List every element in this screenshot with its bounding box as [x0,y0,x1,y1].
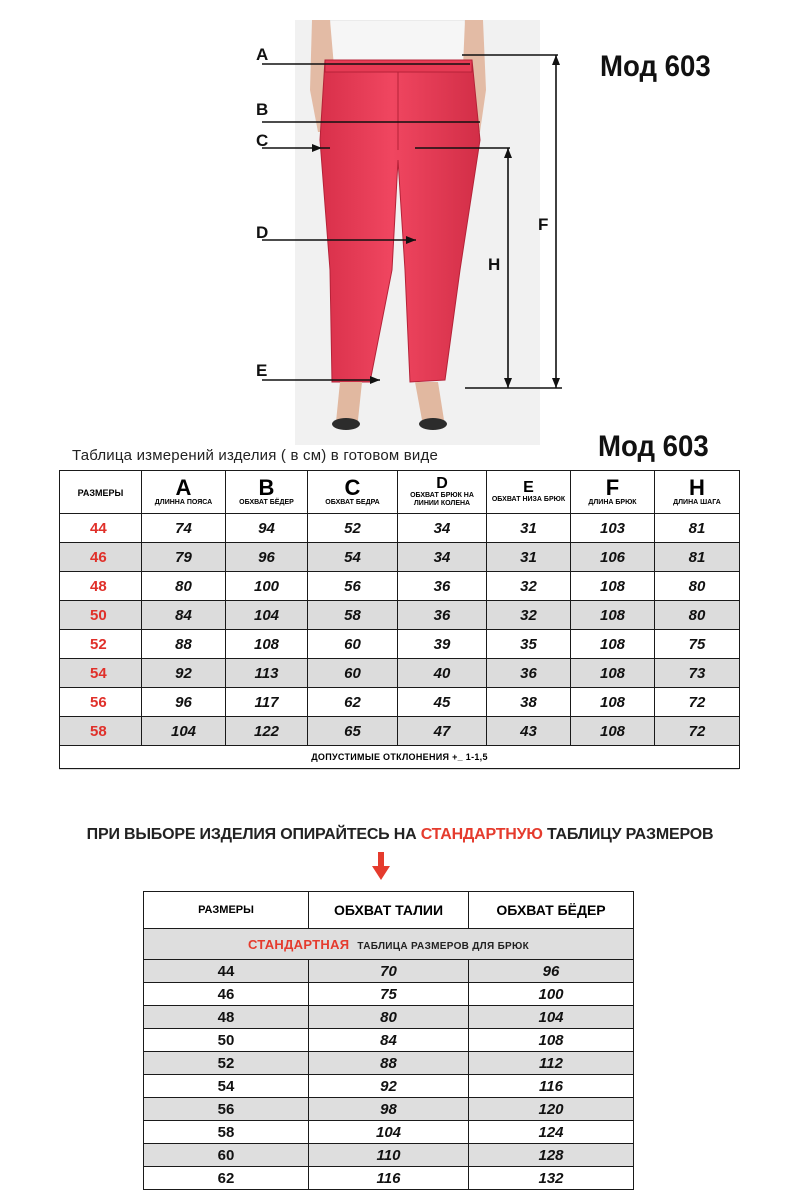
measurement-header-row [60,471,740,514]
left-sandal [332,418,360,430]
measurement-table-container [59,470,739,770]
standard-row [144,1167,634,1190]
standard-hips-cell: 112 [469,1052,634,1075]
standard-hips-cell: 128 [469,1144,634,1167]
measurement-cell: 58 [308,601,398,630]
size-cell: 58 [60,717,142,746]
standard-hips-cell: 116 [469,1075,634,1098]
tolerance-note: ДОПУСТИМЫЕ ОТКЛОНЕНИЯ +_ 1-1,5 [60,746,740,769]
measurement-cell: 80 [142,572,226,601]
col-header-f: F ДЛИНА БРЮК [571,471,655,514]
standard-header-hips: ОБХВАТ БЁДЕР [469,892,634,929]
measurement-cell: 108 [571,601,655,630]
measurement-cell: 47 [398,717,487,746]
measurement-row [60,572,740,601]
standard-size-cell: 62 [144,1167,309,1190]
measurement-cell: 122 [226,717,308,746]
standard-row [144,1121,634,1144]
size-cell: 54 [60,659,142,688]
measurement-cell: 54 [308,543,398,572]
measurement-cell: 108 [571,630,655,659]
measurement-cell: 36 [398,572,487,601]
standard-title-red: СТАНДАРТНАЯ [247,936,350,952]
measurement-cell: 32 [487,572,571,601]
measurement-cell: 40 [398,659,487,688]
measurement-row [60,717,740,746]
standard-row [144,1098,634,1121]
standard-hips-cell: 124 [469,1121,634,1144]
measurement-cell: 73 [655,659,740,688]
standard-waist-cell: 80 [309,1006,469,1029]
measurement-cell: 96 [226,543,308,572]
measurement-cell: 36 [398,601,487,630]
measurement-cell: 92 [142,659,226,688]
measurement-table-caption: Таблица измерений изделия ( в см) в готовом виде [72,447,439,464]
measurement-cell: 38 [487,688,571,717]
label-e: E [256,361,268,380]
standard-header-row [144,892,634,929]
col-header-a: A ДЛИННА ПОЯСА [142,471,226,514]
label-h: H [488,255,501,274]
measurement-cell: 34 [398,514,487,543]
measurement-row [60,688,740,717]
col-header-e: E ОБХВАТ НИЗА БРЮК [487,471,571,514]
standard-waist-cell: 84 [309,1029,469,1052]
standard-waist-cell: 104 [309,1121,469,1144]
measurement-row [60,601,740,630]
measurement-cell: 65 [308,717,398,746]
label-d: D [256,223,269,242]
measurement-cell: 81 [655,514,740,543]
standard-size-table [143,891,634,1190]
measurement-table [59,470,740,769]
standard-waist-cell: 75 [309,983,469,1006]
size-cell: 56 [60,688,142,717]
model-title-top: Мод 603 [600,50,711,83]
label-f: F [538,215,549,234]
measurement-cell: 84 [142,601,226,630]
measurement-cell: 52 [308,514,398,543]
measurement-cell: 35 [487,630,571,659]
measurement-cell: 117 [226,688,308,717]
measurement-cell: 96 [142,688,226,717]
standard-row [144,983,634,1006]
size-cell: 46 [60,543,142,572]
measurement-cell: 72 [655,717,740,746]
measurement-cell: 32 [487,601,571,630]
measurement-cell: 94 [226,514,308,543]
size-cell: 52 [60,630,142,659]
standard-hips-cell: 120 [469,1098,634,1121]
notice-text-after: ТАБЛИЦУ РАЗМЕРОВ [542,826,714,843]
measurement-cell: 108 [571,572,655,601]
standard-waist-cell: 110 [309,1144,469,1167]
standard-waist-cell: 92 [309,1075,469,1098]
standard-hips-cell: 96 [469,960,634,983]
measurement-cell: 75 [655,630,740,659]
standard-row [144,1029,634,1052]
measurement-cell: 43 [487,717,571,746]
standard-row [144,1052,634,1075]
tolerance-row [60,746,740,769]
standard-size-cell: 48 [144,1006,309,1029]
standard-waist-cell: 98 [309,1098,469,1121]
standard-hips-cell: 100 [469,983,634,1006]
standard-size-cell: 54 [144,1075,309,1098]
notice-highlight: СТАНДАРТНУЮ [420,826,543,843]
measurement-cell: 62 [308,688,398,717]
label-b: B [256,100,269,119]
measurement-cell: 34 [398,543,487,572]
measurement-cell: 74 [142,514,226,543]
model-title-table: Мод 603 [598,430,709,463]
right-sandal [419,418,447,430]
standard-size-cell: 46 [144,983,309,1006]
measurement-cell: 36 [487,659,571,688]
measurement-cell: 79 [142,543,226,572]
col-header-b: B ОБХВАТ БЁДЕР [226,471,308,514]
measurement-cell: 100 [226,572,308,601]
measurement-cell: 108 [571,717,655,746]
measurement-cell: 108 [571,688,655,717]
measurement-cell: 80 [655,572,740,601]
standard-size-cell: 58 [144,1121,309,1144]
standard-waist-cell: 70 [309,960,469,983]
measurement-cell: 81 [655,543,740,572]
standard-waist-cell: 116 [309,1167,469,1190]
measurement-cell: 80 [655,601,740,630]
measurement-cell: 31 [487,514,571,543]
standard-size-cell: 52 [144,1052,309,1075]
down-arrow-icon [372,852,390,882]
standard-size-cell: 56 [144,1098,309,1121]
measurement-cell: 39 [398,630,487,659]
measurement-cell: 60 [308,630,398,659]
size-cell: 50 [60,601,142,630]
measurement-cell: 60 [308,659,398,688]
standard-row [144,960,634,983]
label-a: A [256,45,269,64]
standard-title-rest: ТАБЛИЦА РАЗМЕРОВ ДЛЯ БРЮК [357,940,530,952]
standard-size-cell: 60 [144,1144,309,1167]
standard-header-waist: ОБХВАТ ТАЛИИ [309,892,469,929]
waistband [325,60,472,72]
measurement-cell: 104 [226,601,308,630]
measurement-cell: 108 [571,659,655,688]
standard-hips-cell: 104 [469,1006,634,1029]
standard-row [144,1075,634,1098]
col-header-c: C ОБХВАТ БЕДРА [308,471,398,514]
size-header: РАЗМЕРЫ [60,471,142,514]
measurement-row [60,514,740,543]
measurement-row [60,659,740,688]
measurement-cell: 72 [655,688,740,717]
measurement-row [60,543,740,572]
col-header-h: H ДЛИНА ШАГА [655,471,740,514]
col-header-d: D ОБХВАТ БРЮК НА ЛИНИИ КОЛЕНА [398,471,487,514]
measurement-cell: 56 [308,572,398,601]
standard-table-title [144,929,634,960]
measurement-cell: 108 [226,630,308,659]
label-c: C [256,131,269,150]
standard-table-title-row [144,929,634,960]
size-selection-notice [0,826,800,844]
standard-hips-cell: 132 [469,1167,634,1190]
standard-size-cell: 50 [144,1029,309,1052]
standard-row [144,1006,634,1029]
size-cell: 48 [60,572,142,601]
measurement-cell: 45 [398,688,487,717]
standard-hips-cell: 108 [469,1029,634,1052]
measurement-cell: 106 [571,543,655,572]
pants-measurement-diagram [240,20,590,445]
measurement-cell: 104 [142,717,226,746]
measurement-row [60,630,740,659]
standard-header-size: РАЗМЕРЫ [144,892,309,929]
standard-waist-cell: 88 [309,1052,469,1075]
measurement-cell: 113 [226,659,308,688]
standard-row [144,1144,634,1167]
measurement-cell: 31 [487,543,571,572]
measurement-cell: 103 [571,514,655,543]
size-cell: 44 [60,514,142,543]
measurement-cell: 88 [142,630,226,659]
standard-size-cell: 44 [144,960,309,983]
notice-text-before: ПРИ ВЫБОРЕ ИЗДЕЛИЯ ОПИРАЙТЕСЬ НА [86,826,421,843]
